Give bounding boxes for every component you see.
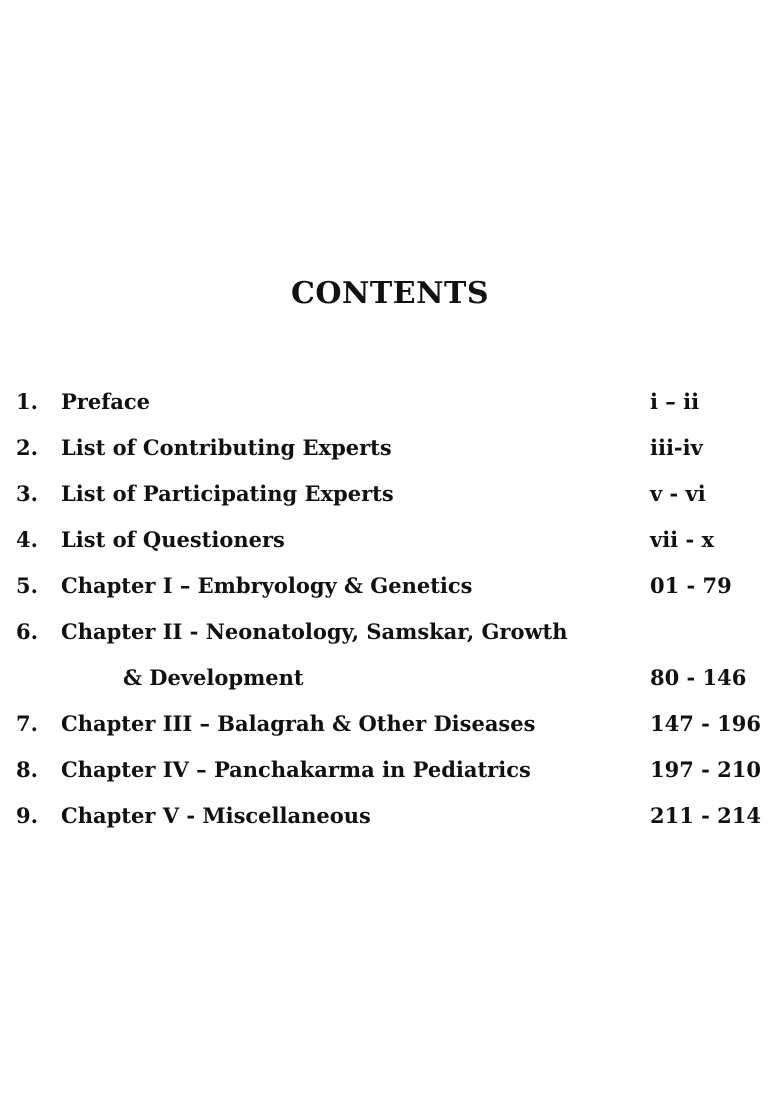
entry-pages: 197 - 210 <box>650 757 762 782</box>
toc-entry-participating-experts <box>0 476 780 522</box>
toc-entry-contributing-experts <box>0 430 780 476</box>
entry-title: List of Contributing Experts <box>61 435 392 460</box>
entry-number: 9. <box>16 803 38 828</box>
entry-number: 4. <box>16 527 38 552</box>
toc-entry-preface <box>0 384 780 430</box>
entry-title: List of Participating Experts <box>61 481 394 506</box>
entry-pages: v - vi <box>650 481 706 506</box>
entry-pages: 01 - 79 <box>650 573 732 598</box>
entry-title: Preface <box>61 389 151 414</box>
table-of-contents <box>0 384 780 844</box>
toc-entry-questioners <box>0 522 780 568</box>
entry-number: 7. <box>16 711 38 736</box>
entry-title: Chapter I – Embryology & Genetics <box>61 573 473 598</box>
toc-entry-chapter-5 <box>0 798 780 844</box>
entry-title: List of Questioners <box>61 527 285 552</box>
entry-pages: vii - x <box>650 527 715 552</box>
entry-title: Chapter IV – Panchakarma in Pediatrics <box>61 757 531 782</box>
entry-pages: 80 - 146 <box>650 665 747 690</box>
entry-pages: 211 - 214 <box>650 803 762 828</box>
entry-pages: i – ii <box>650 389 700 414</box>
entry-number: 2. <box>16 435 38 460</box>
entry-pages: iii-iv <box>650 435 703 460</box>
entry-number: 6. <box>16 619 38 644</box>
toc-entry-chapter-2 <box>0 614 780 660</box>
entry-pages: 147 - 196 <box>650 711 762 736</box>
toc-entry-chapter-4 <box>0 752 780 798</box>
toc-entry-chapter-3 <box>0 706 780 752</box>
entry-number: 3. <box>16 481 38 506</box>
entry-number: 1. <box>16 389 38 414</box>
toc-entry-chapter-1 <box>0 568 780 614</box>
entry-number: 8. <box>16 757 38 782</box>
page-title: CONTENTS <box>290 276 490 311</box>
entry-title: Chapter III – Balagrah & Other Diseases <box>61 711 536 736</box>
entry-title-continued: & Development <box>123 665 304 690</box>
toc-entry-chapter-2-continued <box>0 660 780 706</box>
entry-title: Chapter V - Miscellaneous <box>61 803 371 828</box>
entry-title: Chapter II - Neonatology, Samskar, Growth <box>61 619 568 644</box>
entry-number: 5. <box>16 573 38 598</box>
